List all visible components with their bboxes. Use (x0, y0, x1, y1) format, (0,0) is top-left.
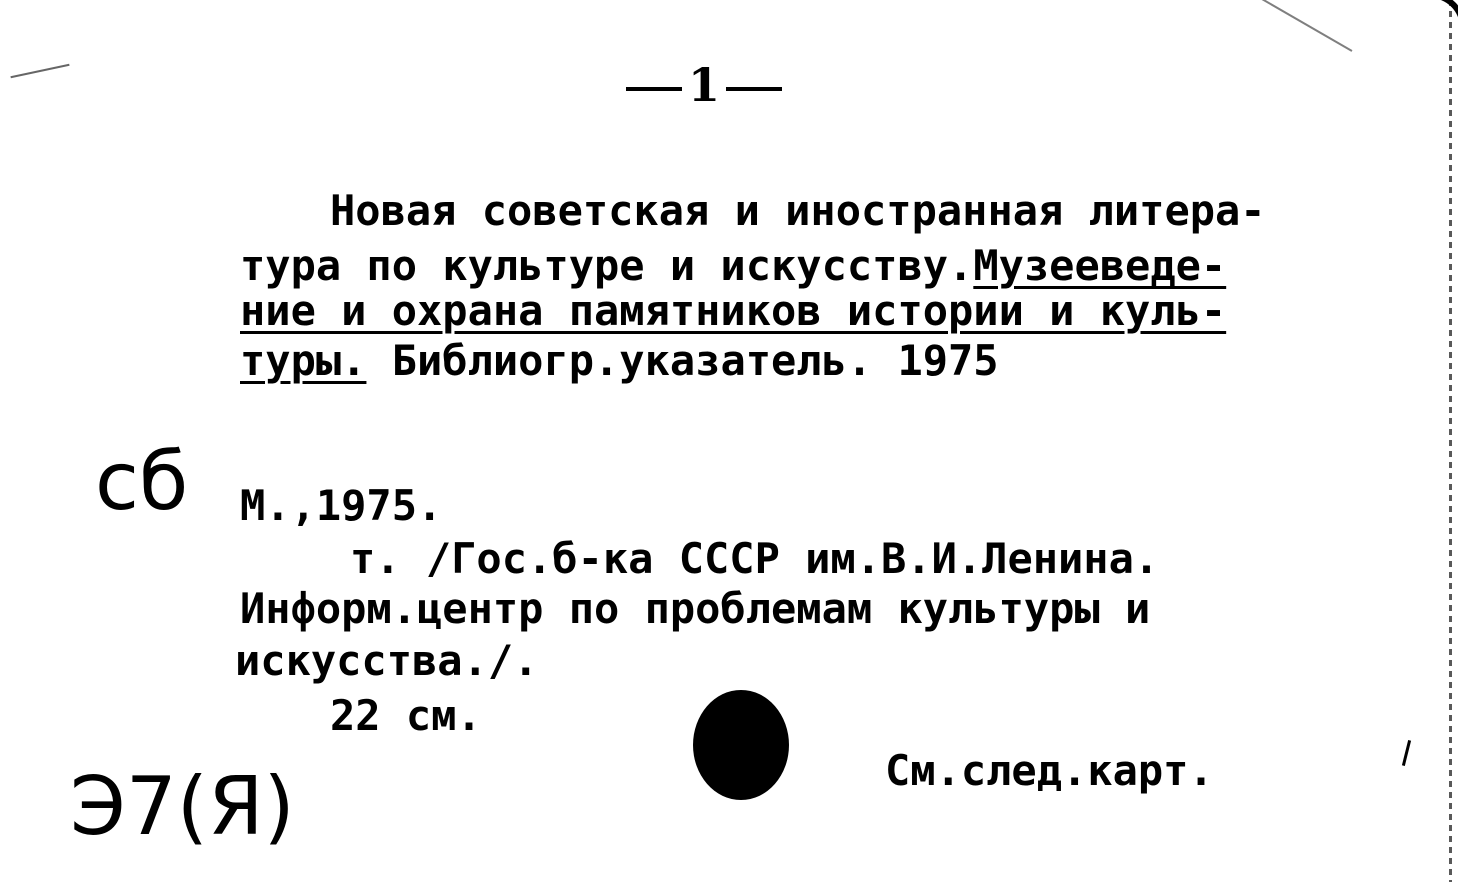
dash-right (726, 87, 782, 91)
imprint-size: 22 см. (330, 691, 482, 740)
title-line-2-underlined: Музееведе- (973, 241, 1227, 290)
pen-stroke (1402, 740, 1411, 766)
page-number (620, 58, 788, 112)
imprint-line-2: т. /Гос.б-ка СССР им.В.И.Ленина. (350, 534, 1160, 583)
punch-hole (693, 690, 789, 800)
scan-mark-2 (1248, 0, 1353, 52)
title-line-2-text: тура по культуре и искусству. (240, 241, 974, 290)
scan-mark (10, 64, 69, 78)
imprint-line-4: искусства./. (235, 636, 539, 685)
handwritten-bottom-mark: Э7(Я) (70, 760, 295, 853)
title-line-4-text: Библиогр.указатель. 1975 (366, 336, 999, 385)
imprint-line-3: Информ.центр по проблемам культуры и (240, 584, 1151, 633)
handwritten-left-mark: сб (95, 435, 189, 528)
page-number-value: 1 (688, 58, 721, 112)
title-line-3-underlined: ние и охрана памятников истории и куль- (240, 286, 1227, 335)
title-line-3 (240, 286, 1227, 335)
card-edge-border (1449, 0, 1452, 882)
title-line-4 (240, 336, 999, 385)
card-corner (1420, 0, 1458, 38)
imprint-place-year: М.,1975. (240, 481, 443, 530)
continuation-note: См.след.карт. (885, 746, 1214, 795)
title-line-4-underlined: туры. (240, 336, 367, 385)
title-line-2 (240, 241, 1227, 290)
title-line-1: Новая советская и иностранная литера- (330, 186, 1266, 235)
dash-left (626, 87, 682, 91)
